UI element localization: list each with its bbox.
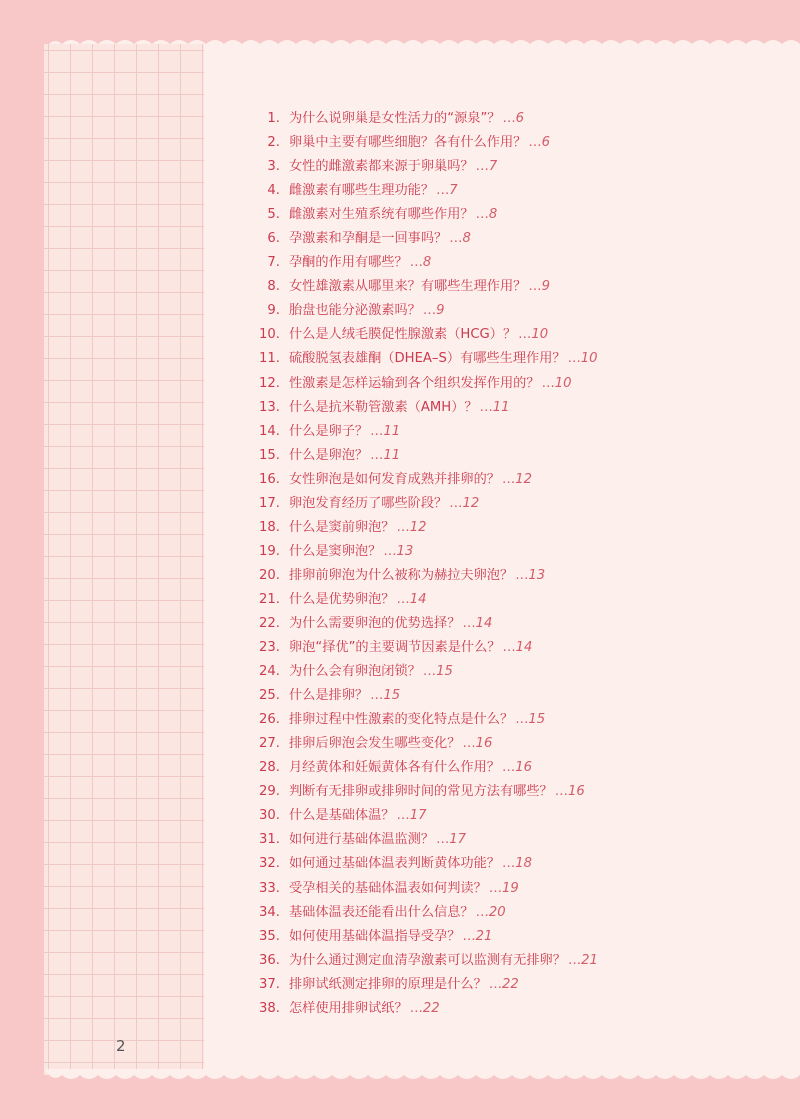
toc-entry-page: 11 [492,399,510,415]
toc-entry-number: 32. [259,856,280,872]
toc-entry-page: 16 [515,760,532,776]
toc-entry-page: 15 [383,688,401,704]
toc-entry-page: 20 [488,904,506,920]
toc-entry [240,275,800,299]
toc-entry [240,708,800,732]
toc-entry-page: 6 [541,135,550,151]
toc-entry [240,492,800,516]
toc-entry-page: 15 [436,664,453,680]
toc-entry-page: 14 [475,615,493,631]
toc-entry-number: 21. [259,591,280,607]
toc-entry-title: 女性卵泡是如何发育成熟并排卵的？ [289,471,500,487]
toc-entry-number: 13. [259,399,280,415]
toc-entry-number: 30. [259,808,280,824]
toc-entry-title: 什么是人绒毛膜促性腺激素（HCG）？ [289,327,517,343]
toc-entry-title: 月经黄体和妊娠黄体各有什么作用？ [289,760,500,776]
toc-entry-leader: … [370,423,384,439]
toc-entry [240,251,800,275]
toc-entry [240,299,800,323]
toc-entry-title: 为什么会有卵泡闭锁？ [289,664,421,680]
toc-entry-leader: … [488,976,502,992]
toc-entry-title: 什么是卵子？ [289,423,369,439]
toc-entry-leader: … [462,615,476,631]
toc-entry-title: 什么是窦卵泡？ [289,543,382,559]
toc-entry-number: 38. [259,1000,280,1016]
toc-entry-page: 18 [515,856,532,872]
toc-entry-title: 什么是窦前卵泡？ [289,519,395,535]
toc-entry-page: 21 [475,928,493,944]
toc-entry-page: 8 [462,231,471,247]
toc-entry [240,732,800,756]
toc-entry-number: 18. [259,519,280,535]
toc-entry-page: 7 [488,159,498,175]
toc-entry-number: 19. [259,543,280,559]
toc-entry [240,468,800,492]
wavy-bottom-edge [44,1069,800,1083]
toc-entry-number: 29. [259,784,280,800]
toc-entry-number: 24. [259,664,280,680]
toc-entry-number: 25. [259,688,280,704]
toc-entry [240,372,800,396]
toc-entry-leader: … [515,712,529,728]
toc-entry [240,227,800,251]
toc-entry-number: 1. [267,111,280,126]
toc-entry [240,997,800,1021]
toc-entry [240,131,800,155]
toc-entry [240,828,800,852]
toc-entry-number: 27. [259,736,280,752]
toc-entry-title: 为什么通过测定血清孕激素可以监测有无排卵？ [289,952,566,968]
page-paper [44,44,800,1075]
toc-entry-title: 雌激素对生殖系统有哪些作用？ [289,207,474,223]
toc-entry-page: 21 [581,952,598,968]
grid-margin [44,44,204,1075]
toc-entry [240,588,800,612]
toc-entry-number: 17. [259,495,280,511]
toc-entry-page: 11 [383,423,401,439]
toc-entry-leader: … [396,519,410,535]
toc-entry-page: 10 [580,351,598,367]
toc-entry-page: 17 [449,832,467,848]
toc-entry-number: 31. [259,832,280,848]
toc-entry-title: 排卵后卵泡会发生哪些变化？ [289,736,461,752]
toc-entry-title: 如何使用基础体温指导受孕？ [289,928,461,944]
toc-entry-number: 36. [259,952,280,968]
toc-entry-number: 35. [259,928,280,944]
toc-entry-page: 13 [396,543,414,559]
toc-entry [240,396,800,420]
toc-entry-title: 什么是基础体温？ [289,808,395,824]
toc-entry-page: 12 [409,519,427,535]
toc-entry-number: 2. [267,135,280,151]
toc-entry [240,636,800,660]
toc-entry-leader: … [502,640,516,656]
toc-entry-number: 28. [259,760,280,776]
toc-entry-leader: … [409,1000,423,1016]
toc-entry-leader: … [502,111,516,126]
toc-entry-number: 3. [267,159,280,175]
toc-entry [240,660,800,684]
toc-entry [240,973,800,997]
page-number: 2 [116,1037,126,1055]
toc-entry-leader: … [475,159,489,175]
toc-entry-leader: … [370,447,384,463]
toc-entry-leader: … [528,279,542,295]
toc-entry-title: 如何通过基础体温表判断黄体功能？ [289,856,500,872]
toc-entry [240,540,800,564]
toc-entry [240,925,800,949]
toc-entry [240,564,800,588]
toc-entry-title: 女性雄激素从哪里来？有哪些生理作用？ [289,279,527,295]
toc-entry-leader: … [502,760,516,776]
toc-entry [240,780,800,804]
toc-entry-title: 什么是优势卵泡？ [289,591,395,607]
toc-entry-page: 10 [531,327,549,343]
toc-entry-page: 11 [383,447,401,463]
toc-entry-leader: … [436,183,450,199]
toc-entry-title: 卵泡发育经历了哪些阶段？ [289,495,448,511]
toc-entry-number: 20. [259,567,280,583]
toc-entry-page: 8 [488,207,498,223]
toc-entry [240,612,800,636]
toc-entry [240,756,800,780]
toc-entry-page: 8 [422,255,432,271]
toc-entry-leader: … [502,471,516,487]
toc-entry-leader: … [567,952,582,968]
toc-entry-page: 19 [502,880,519,896]
toc-entry-leader: … [518,327,532,343]
toc-entry-page: 6 [515,111,525,126]
toc-entry-number: 4. [267,183,280,199]
toc-entry-leader: … [515,567,529,583]
toc-entry-leader: … [422,664,437,680]
toc-entry-page: 9 [541,279,550,295]
toc-entry-number: 33. [259,880,280,896]
toc-entry-number: 22. [259,615,280,631]
toc-entry-leader: … [409,255,423,271]
toc-entry-page: 14 [515,640,533,656]
toc-entry [240,877,800,901]
toc-entry-leader: … [475,207,489,223]
toc-entry-number: 11. [259,351,280,367]
toc-entry-page: 7 [449,183,458,199]
toc-entry-leader: … [449,495,463,511]
toc-entry-number: 10. [259,327,280,343]
toc-entry-title: 什么是卵泡？ [289,447,369,463]
toc-entry [240,901,800,925]
toc-entry-title: 雌激素有哪些生理功能？ [289,183,435,199]
toc-entry-title: 如何进行基础体温监测？ [289,832,435,848]
toc-entry-leader: … [462,736,476,752]
toc-entry-number: 12. [259,375,280,391]
toc-entry-leader: … [449,231,463,247]
toc-entry-leader: … [396,808,410,824]
toc-entry-title: 胎盘也能分泌激素吗？ [289,303,421,319]
toc-entry [240,179,800,203]
toc-entry-title: 基础体温表还能看出什么信息？ [289,904,474,920]
toc-entry-page: 12 [462,495,480,511]
toc-entry-title: 什么是抗米勒管激素（AMH）？ [289,399,478,415]
toc-entry-title: 卵泡“择优”的主要调节因素是什么？ [289,640,501,656]
toc-entry [240,516,800,540]
toc-entry-number: 6. [267,231,280,247]
toc-entry-leader: … [475,904,489,920]
toc-entry-title: 判断有无排卵或排卵时间的常见方法有哪些？ [289,784,553,800]
toc-entry-title: 为什么说卵巢是女性活力的“源泉”？ [289,111,501,126]
toc-entry-number: 16. [259,471,280,487]
toc-entry-title: 孕激素和孕酮是一回事吗？ [289,231,448,247]
toc-entry-number: 26. [259,712,280,728]
toc-entry-title: 什么是排卵？ [289,688,369,704]
toc-entry [240,420,800,444]
toc-entry-title: 受孕相关的基础体温表如何判读？ [289,880,487,896]
toc-entry-page: 12 [515,471,532,487]
toc-entry-title: 为什么需要卵泡的优势选择？ [289,615,461,631]
toc-entry-page: 14 [409,591,427,607]
toc-entry-page: 15 [528,712,546,728]
toc-entry-title: 排卵前卵泡为什么被称为赫拉夫卵泡？ [289,567,514,583]
toc-entry [240,804,800,828]
toc-entry-leader: … [422,303,437,319]
toc-entry-title: 卵巢中主要有哪些细胞？各有什么作用？ [289,135,527,151]
toc-entry [240,684,800,708]
toc-entry [240,949,800,973]
toc-entry-leader: … [436,832,450,848]
toc-entry-leader: … [567,351,581,367]
toc-entry-leader: … [554,784,568,800]
toc-entry-number: 5. [267,207,280,223]
toc-entry-leader: … [502,856,516,872]
toc-entry-number: 8. [267,279,280,295]
toc-entry-page: 9 [436,303,445,319]
toc-entry-page: 16 [567,784,585,800]
toc-entry [240,347,800,371]
toc-entry-page: 22 [502,976,519,992]
table-of-contents [240,107,800,1021]
toc-entry-page: 13 [528,567,546,583]
toc-entry-page: 16 [475,736,493,752]
toc-entry [240,203,800,227]
toc-entry-page: 22 [422,1000,440,1016]
toc-entry-number: 23. [259,640,280,656]
toc-entry-number: 9. [267,303,280,319]
toc-entry-leader: … [396,591,410,607]
toc-entry-leader: … [488,880,502,896]
toc-entry [240,107,800,131]
toc-entry-leader: … [370,688,384,704]
toc-entry-title: 排卵过程中性激素的变化特点是什么？ [289,712,514,728]
toc-entry-number: 14. [259,423,280,439]
toc-entry [240,444,800,468]
toc-entry [240,852,800,876]
toc-entry-title: 女性的雌激素都来源于卵巢吗？ [289,159,474,175]
toc-entry [240,155,800,179]
toc-entry-page: 17 [409,808,427,824]
toc-entry-title: 硫酸脱氢表雄酮（DHEA–S）有哪些生理作用？ [289,351,566,367]
toc-entry-leader: … [383,543,397,559]
toc-entry-number: 7. [267,255,280,271]
toc-entry-number: 34. [259,904,280,920]
toc-entry-leader: … [462,928,476,944]
toc-entry-title: 怎样使用排卵试纸？ [289,1000,408,1016]
toc-entry-title: 孕酮的作用有哪些？ [289,255,408,271]
toc-entry-page: 10 [554,375,572,391]
toc-entry-number: 15. [259,447,280,463]
toc-entry-leader: … [528,135,542,151]
toc-entry-title: 性激素是怎样运输到各个组织发挥作用的？ [289,375,540,391]
toc-entry [240,323,800,347]
toc-entry-title: 排卵试纸测定排卵的原理是什么？ [289,976,487,992]
toc-entry-leader: … [479,399,493,415]
toc-entry-leader: … [541,375,555,391]
toc-entry-number: 37. [259,976,280,992]
